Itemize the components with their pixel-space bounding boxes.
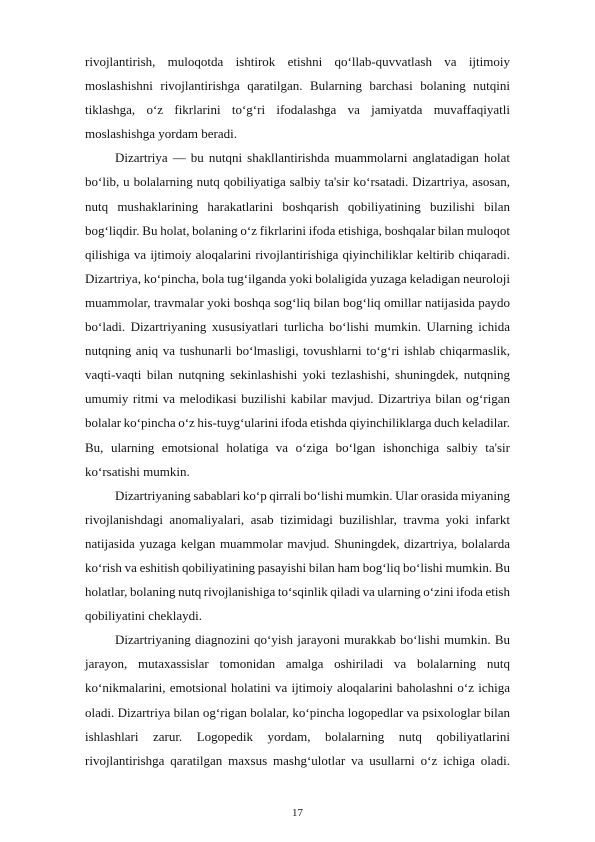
text-line: Dizartriyaning diagnozini qo‘yish jarayoni murakkab bo‘lishi mumkin. Bu	[115, 632, 510, 648]
paragraph	[85, 628, 510, 773]
paragraph	[85, 146, 510, 483]
text-line: Dizartriyaning sabablari ko‘p qirrali bo‘lishi mumkin. Ular orasida miyaning	[115, 487, 510, 503]
text-line: ko‘rish va eshitish qobiliyatining pasayishi bilan ham bog‘liq bo‘lishi mumkin. Bu	[85, 559, 510, 575]
text-line: holatlar, bolaning nutq rivojlanishiga to‘sqinlik qiladi va ularning o‘zini ifoda etish	[85, 584, 510, 600]
text-line: moslashishni rivojlantirishga qaratilgan. Bularning barchasi bolaning nutqini	[85, 78, 510, 94]
text-line: natijasida yuzaga kelgan muammolar mavjud. Shuningdek, dizartriya, bolalarda	[85, 535, 510, 551]
text-line: Dizartriya — bu nutqni shakllantirishda muammolarni anglatadigan holat	[115, 150, 510, 166]
text-line: nutq mushaklarining harakatlarini boshqarish qobiliyatining buzilishi bilan	[85, 198, 510, 214]
text-line: nutqning aniq va tushunarli bo‘lmasligi, tovushlarni to‘g‘ri ishlab chiqarmaslik,	[85, 343, 510, 359]
paragraph	[85, 484, 510, 629]
text-line: bolalar ko‘pincha o‘z his-tuyg‘ularini ifoda etishda qiyinchiliklarga duch keladilar.	[85, 415, 510, 431]
text-line: vaqti-vaqti bilan nutqning sekinlashishi yoki tezlashishi, shuningdek, nutqning	[85, 367, 510, 383]
page-number: 17	[292, 807, 303, 819]
text-line: bo‘lib, u bolalarning nutq qobiliyatiga salbiy ta'sir ko‘rsatadi. Dizartriya, asosan,	[85, 174, 510, 190]
text-line: oladi. Dizartriya bilan og‘rigan bolalar, ko‘pincha logopedlar va psixologlar bilan	[85, 704, 510, 720]
text-line: rivojlantirish, muloqotda ishtirok etishni qo‘llab-quvvatlash va ijtimoiy	[85, 54, 510, 69]
text-line: bo‘ladi. Dizartriyaning xususiyatlari turlicha bo‘lishi mumkin. Ularning ichida	[85, 319, 510, 335]
text-line: Bu, ularning emotsional holatiga va o‘ziga bo‘lgan ishonchiga salbiy ta'sir	[85, 439, 510, 455]
text-line: umumiy ritmi va melodikasi buzilishi kabilar mavjud. Dizartriya bilan og‘rigan	[85, 391, 510, 407]
paragraph	[85, 50, 510, 146]
text-line: rivojlantirishga qaratilgan maxsus mashg‘ulotlar va usullarni o‘z ichiga oladi.	[85, 752, 510, 768]
text-line: ko‘nikmalarini, emotsional holatini va ijtimoiy aloqalarini baholashni o‘z ichiga	[85, 680, 510, 696]
text-line: rivojlanishdagi anomaliyalari, asab tizimidagi buzilishlar, travma yoki infarkt	[85, 511, 510, 527]
text-line: qobiliyatini cheklaydi.	[85, 608, 202, 624]
text-line: Dizartriya, ko‘pincha, bola tug‘ilganda yoki bolaligida yuzaga keladigan neuroloji	[85, 270, 510, 286]
text-line: muammolar, travmalar yoki boshqa sog‘liq bilan bog‘liq omillar natijasida paydo	[85, 294, 510, 310]
text-line: ko‘rsatishi mumkin.	[85, 463, 190, 479]
text-line: tiklashga, o‘z fikrlarini to‘g‘ri ifodalashga va jamiyatda muvaffaqiyatli	[85, 102, 510, 118]
text-line: moslashishga yordam beradi.	[85, 126, 237, 142]
text-line: ishlashlari zarur. Logopedik yordam, bolalarning nutq qobiliyatlarini	[85, 728, 510, 744]
body-text	[85, 50, 510, 773]
text-line: jarayon, mutaxassislar tomonidan amalga oshiriladi va bolalarning nutq	[85, 656, 510, 672]
text-line: qilishiga va ijtimoiy aloqalarini rivojlantirishiga qiyinchiliklar keltirib chiqaradi.	[85, 246, 510, 262]
text-line: bog‘liqdir. Bu holat, bolaning o‘z fikrlarini ifoda etishiga, boshqalar bilan muloqot	[85, 222, 510, 238]
